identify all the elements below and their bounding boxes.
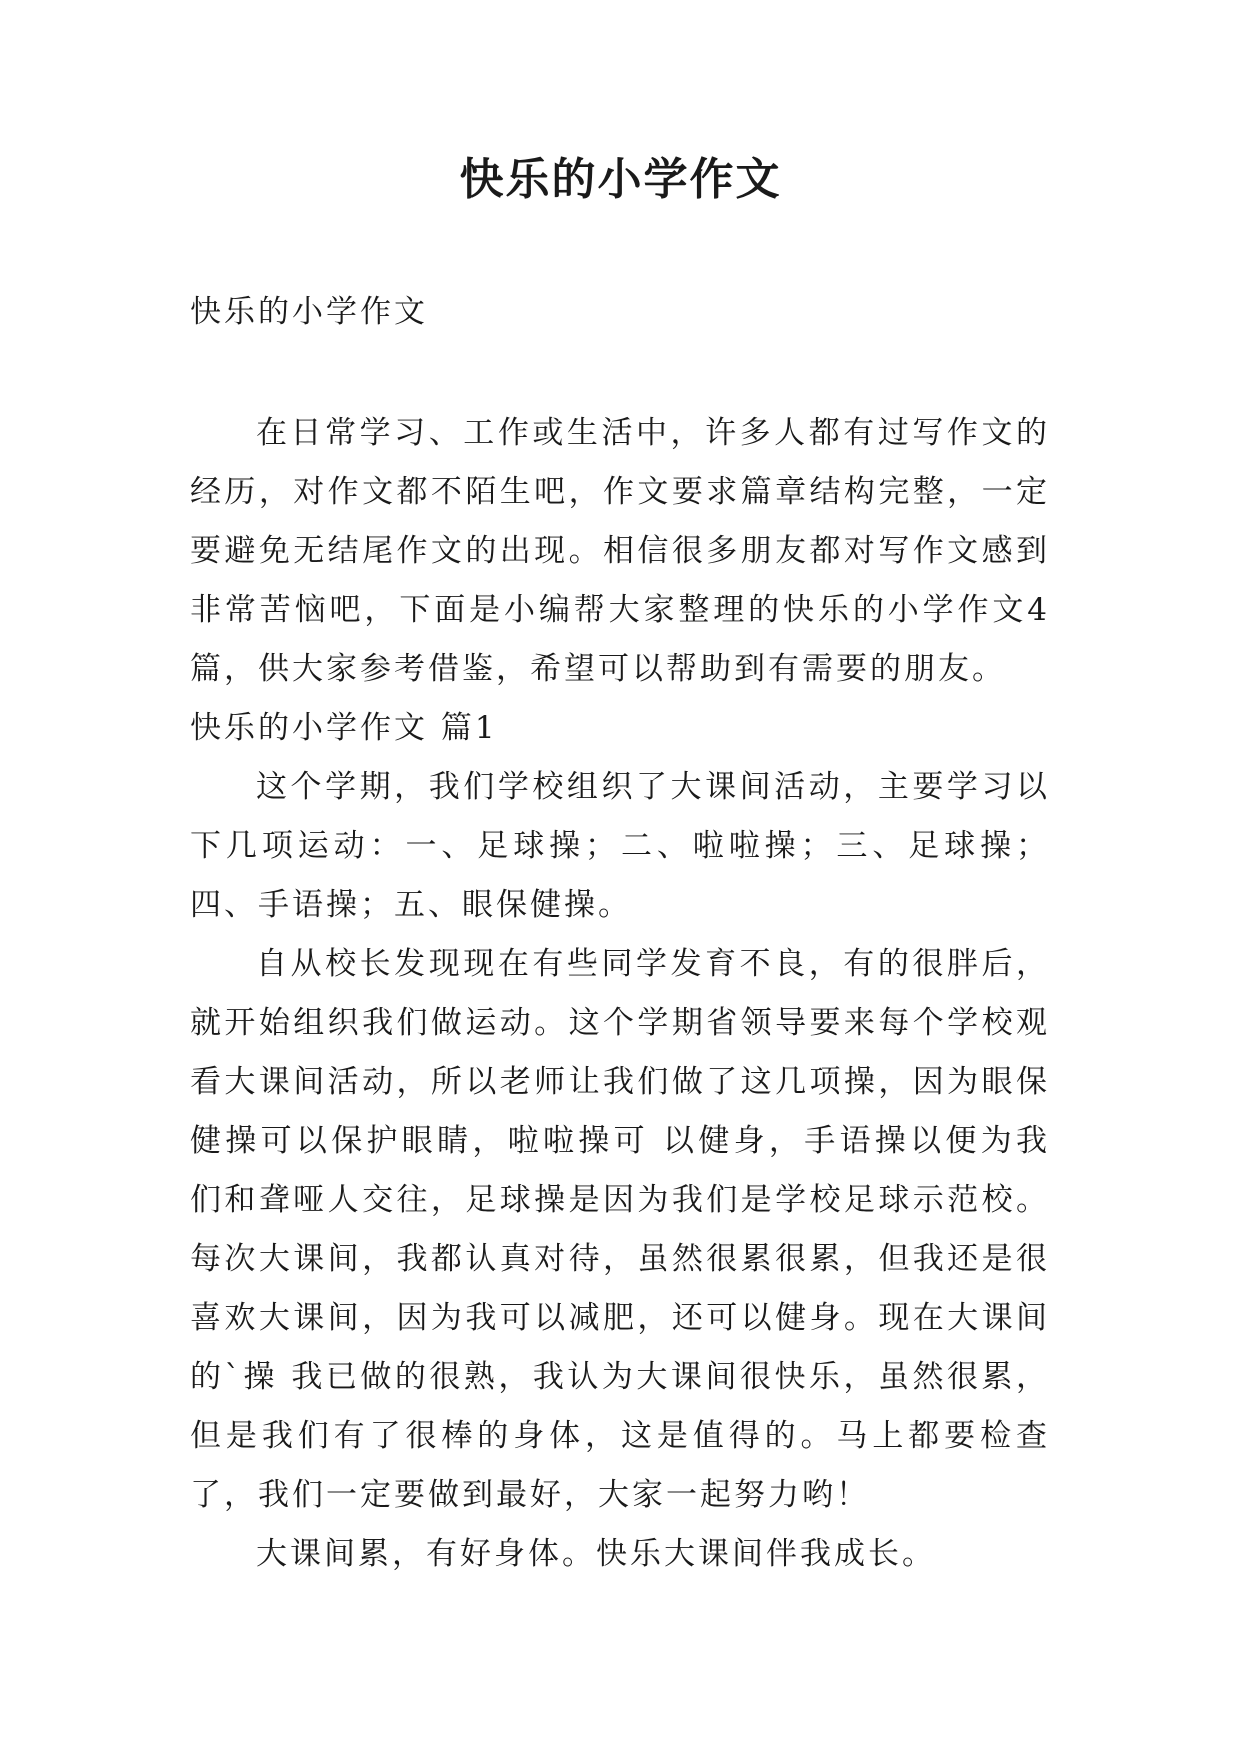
document-title: 快乐的小学作文 — [459, 154, 782, 205]
document-subtitle: 快乐的小学作文 — [190, 294, 428, 330]
intro-paragraph: 在日常学习、工作或生活中，许多人都有过写作文的经历，对作文都不陌生吧，作文要求篇章结构完整，一定要避免无结尾作文的出现。相信很多朋友都对写作文感到非常苦恼吧，下面是小编帮大家整理的快乐的小学作文4篇，供大家参考借鉴，希望可以帮助到有需要的朋友。 — [190, 415, 1050, 687]
document-body — [190, 404, 1050, 1584]
body-paragraph: 大课间累，有好身体。快乐大课间伴我成长。 — [256, 1536, 936, 1572]
body-paragraph: 自从校长发现现在有些同学发育不良，有的很胖后，就开始组织我们做运动。这个学期省领导要来每个学校观看大课间活动，所以老师让我们做了这几项操，因为眼保健操可以保护眼睛，啦啦操可 以健身，手语操以便为我们和聋哑人交往，足球操是因为我们是学校足球示范校。每次大课间，我都认真对待，虽然很累很累，但我还是很喜欢大课间，因为我可以减肥，还可以健身。现在大课间的`操 我已做的很熟，我认为大课间很快乐，虽然很累，但是我们有了很棒的身体，这是值得的。马上都要检查了，我们一定要做到最好，大家一起努力哟！ — [190, 946, 1050, 1513]
body-paragraph: 这个学期，我们学校组织了大课间活动，主要学习以下几项运动：一、足球操；二、啦啦操；三、足球操；四、手语操；五、眼保健操。 — [190, 769, 1050, 923]
section-heading: 快乐的小学作文 篇1 — [190, 710, 498, 746]
